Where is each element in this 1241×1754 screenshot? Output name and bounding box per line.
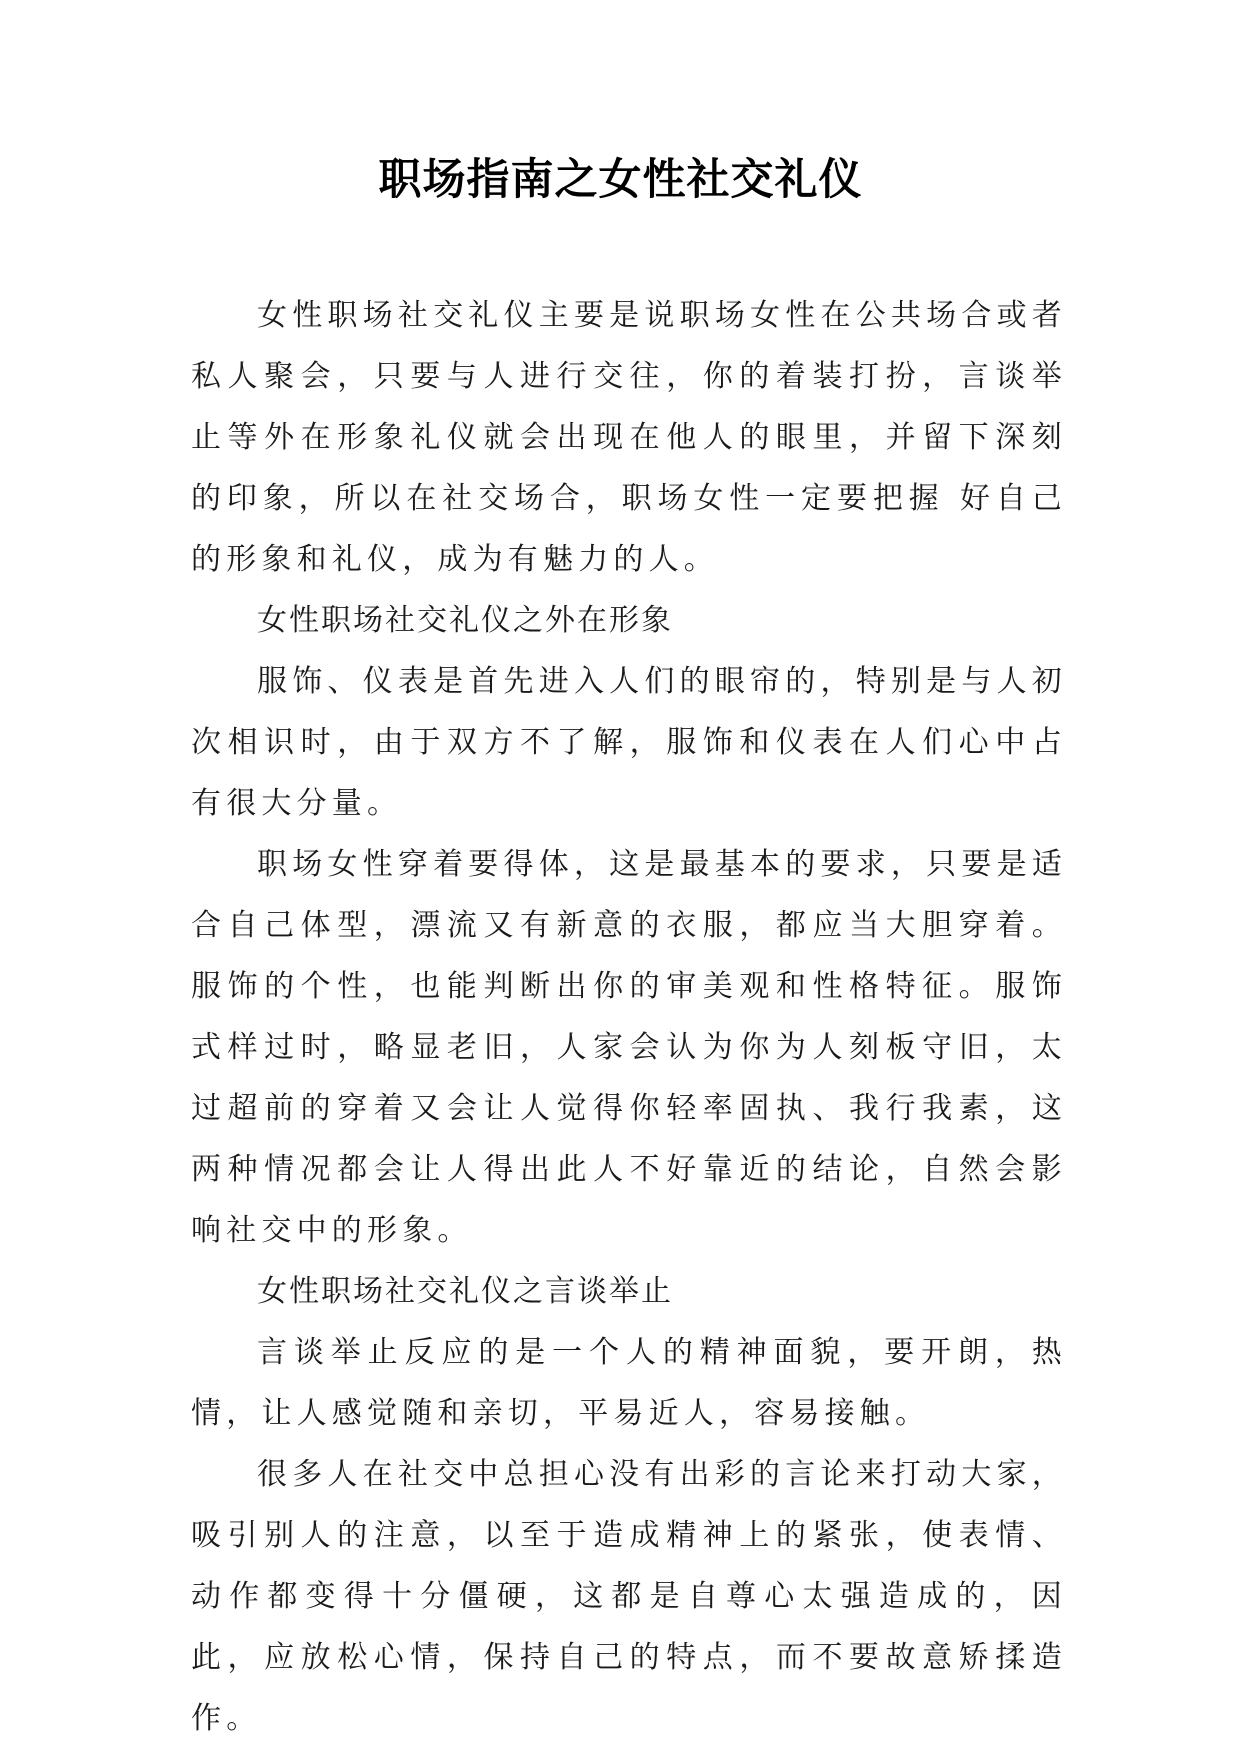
paragraph-appearance-first-impression: 服饰、仪表是首先进入人们的眼帘的，特别是与人初次相识时，由于双方不了解，服饰和仪表在人们心中占有很大分量。 bbox=[191, 664, 1067, 821]
paragraph-conduct-manner: 言谈举止反应的是一个人的精神面貌，要开朗，热情，让人感觉随和亲切，平易近人，容易接触。 bbox=[191, 1335, 1067, 1431]
document-body bbox=[191, 285, 1067, 1749]
paragraph-appearance-dress: 职场女性穿着要得体，这是最基本的要求，只要是适合自己体型，漂流又有新意的衣服，都应当大胆穿着。服饰的个性，也能判断出你的审美观和性格特征。服饰式样过时，略显老旧，人家会认为你为人刻板守旧，太过超前的穿着又会让人觉得你轻率固执、我行我素，这两种情况都会让人得出此人不好靠近的结论，自然会影响社交中的形象。 bbox=[191, 847, 1067, 1248]
section-heading-conduct: 女性职场社交礼仪之言谈举止 bbox=[257, 1274, 673, 1309]
paragraph-intro: 女性职场社交礼仪主要是说职场女性在公共场合或者私人聚会，只要与人进行交往，你的着装打扮，言谈举止等外在形象礼仪就会出现在他人的眼里，并留下深刻的印象，所以在社交场合，职场女性一定要把握 好自己的形象和礼仪，成为有魅力的人。 bbox=[191, 298, 1067, 577]
paragraph-conduct-relax: 很多人在社交中总担心没有出彩的言论来打动大家，吸引别人的注意，以至于造成精神上的紧张，使表情、动作都变得十分僵硬，这都是自尊心太强造成的，因此，应放松心情，保持自己的特点，而不要故意矫揉造作。 bbox=[191, 1457, 1067, 1736]
document-title: 职场指南之女性社交礼仪 bbox=[378, 155, 863, 205]
section-heading-appearance: 女性职场社交礼仪之外在形象 bbox=[257, 603, 673, 638]
